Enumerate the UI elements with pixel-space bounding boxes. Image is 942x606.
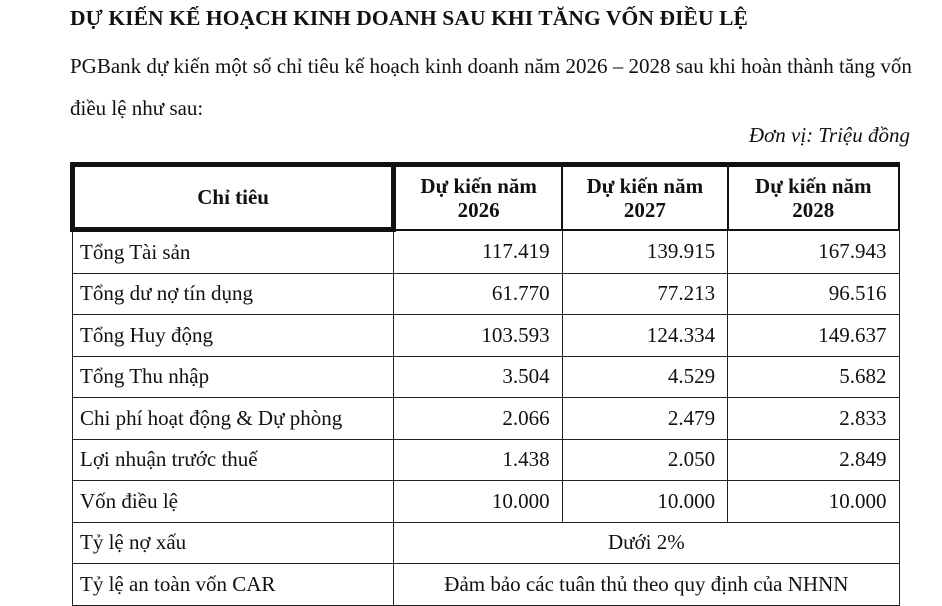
table-row-merged	[73, 564, 900, 606]
table-row-merged	[73, 522, 900, 564]
cell-2026: 3.504	[394, 356, 562, 398]
cell-2027: 77.213	[562, 273, 727, 315]
cell-2028: 2.833	[728, 398, 899, 440]
cell-2028: 5.682	[728, 356, 899, 398]
cell-2028: 96.516	[728, 273, 899, 315]
merged-value-cell: Dưới 2%	[394, 522, 899, 564]
cell-2027: 4.529	[562, 356, 727, 398]
header-year-2027: Dự kiến năm 2027	[562, 165, 727, 230]
cell-2028: 2.849	[728, 439, 899, 481]
table-row	[73, 356, 900, 398]
row-label: Lợi nhuận trước thuế	[73, 439, 394, 481]
cell-2027: 124.334	[562, 315, 727, 357]
row-label: Chi phí hoạt động & Dự phòng	[73, 398, 394, 440]
header-year-2028: Dự kiến năm 2028	[728, 165, 899, 230]
cell-2027: 2.479	[562, 398, 727, 440]
intro-paragraph: PGBank dự kiến một số chỉ tiêu kế hoạch kinh doanh năm 2026 – 2028 sau khi hoàn thành tăng vốn điều lệ như sau:	[70, 54, 912, 120]
cell-2026: 61.770	[394, 273, 562, 315]
header-indicator: Chỉ tiêu	[73, 165, 394, 230]
table-row	[73, 439, 900, 481]
row-label: Tổng Thu nhập	[73, 356, 394, 398]
cell-2027: 10.000	[562, 481, 727, 523]
table-row	[73, 398, 900, 440]
row-label: Vốn điều lệ	[73, 481, 394, 523]
merged-value-cell: Đảm bảo các tuân thủ theo quy định của NHNN	[394, 564, 899, 606]
cell-2027: 2.050	[562, 439, 727, 481]
row-label: Tỷ lệ an toàn vốn CAR	[73, 564, 394, 606]
cell-2027: 139.915	[562, 230, 727, 274]
cell-2026: 1.438	[394, 439, 562, 481]
table-row	[73, 230, 900, 274]
row-label: Tổng dư nợ tín dụng	[73, 273, 394, 315]
table-row	[73, 273, 900, 315]
cell-2028: 10.000	[728, 481, 899, 523]
cell-2026: 103.593	[394, 315, 562, 357]
row-label: Tỷ lệ nợ xấu	[73, 522, 394, 564]
table-row	[73, 315, 900, 357]
business-plan-table	[70, 162, 900, 606]
unit-note: Đơn vị: Triệu đồng	[748, 123, 910, 147]
cell-2026: 2.066	[394, 398, 562, 440]
cell-2026: 117.419	[394, 230, 562, 274]
row-label: Tổng Tài sản	[73, 230, 394, 274]
table-row	[73, 481, 900, 523]
header-year-2026: Dự kiến năm 2026	[394, 165, 562, 230]
row-label: Tổng Huy động	[73, 315, 394, 357]
cell-2028: 149.637	[728, 315, 899, 357]
document-heading: DỰ KIẾN KẾ HOẠCH KINH DOANH SAU KHI TĂNG VỐN ĐIỀU LỆ	[70, 6, 748, 30]
cell-2026: 10.000	[394, 481, 562, 523]
table-header-row	[73, 165, 900, 230]
cell-2028: 167.943	[728, 230, 899, 274]
